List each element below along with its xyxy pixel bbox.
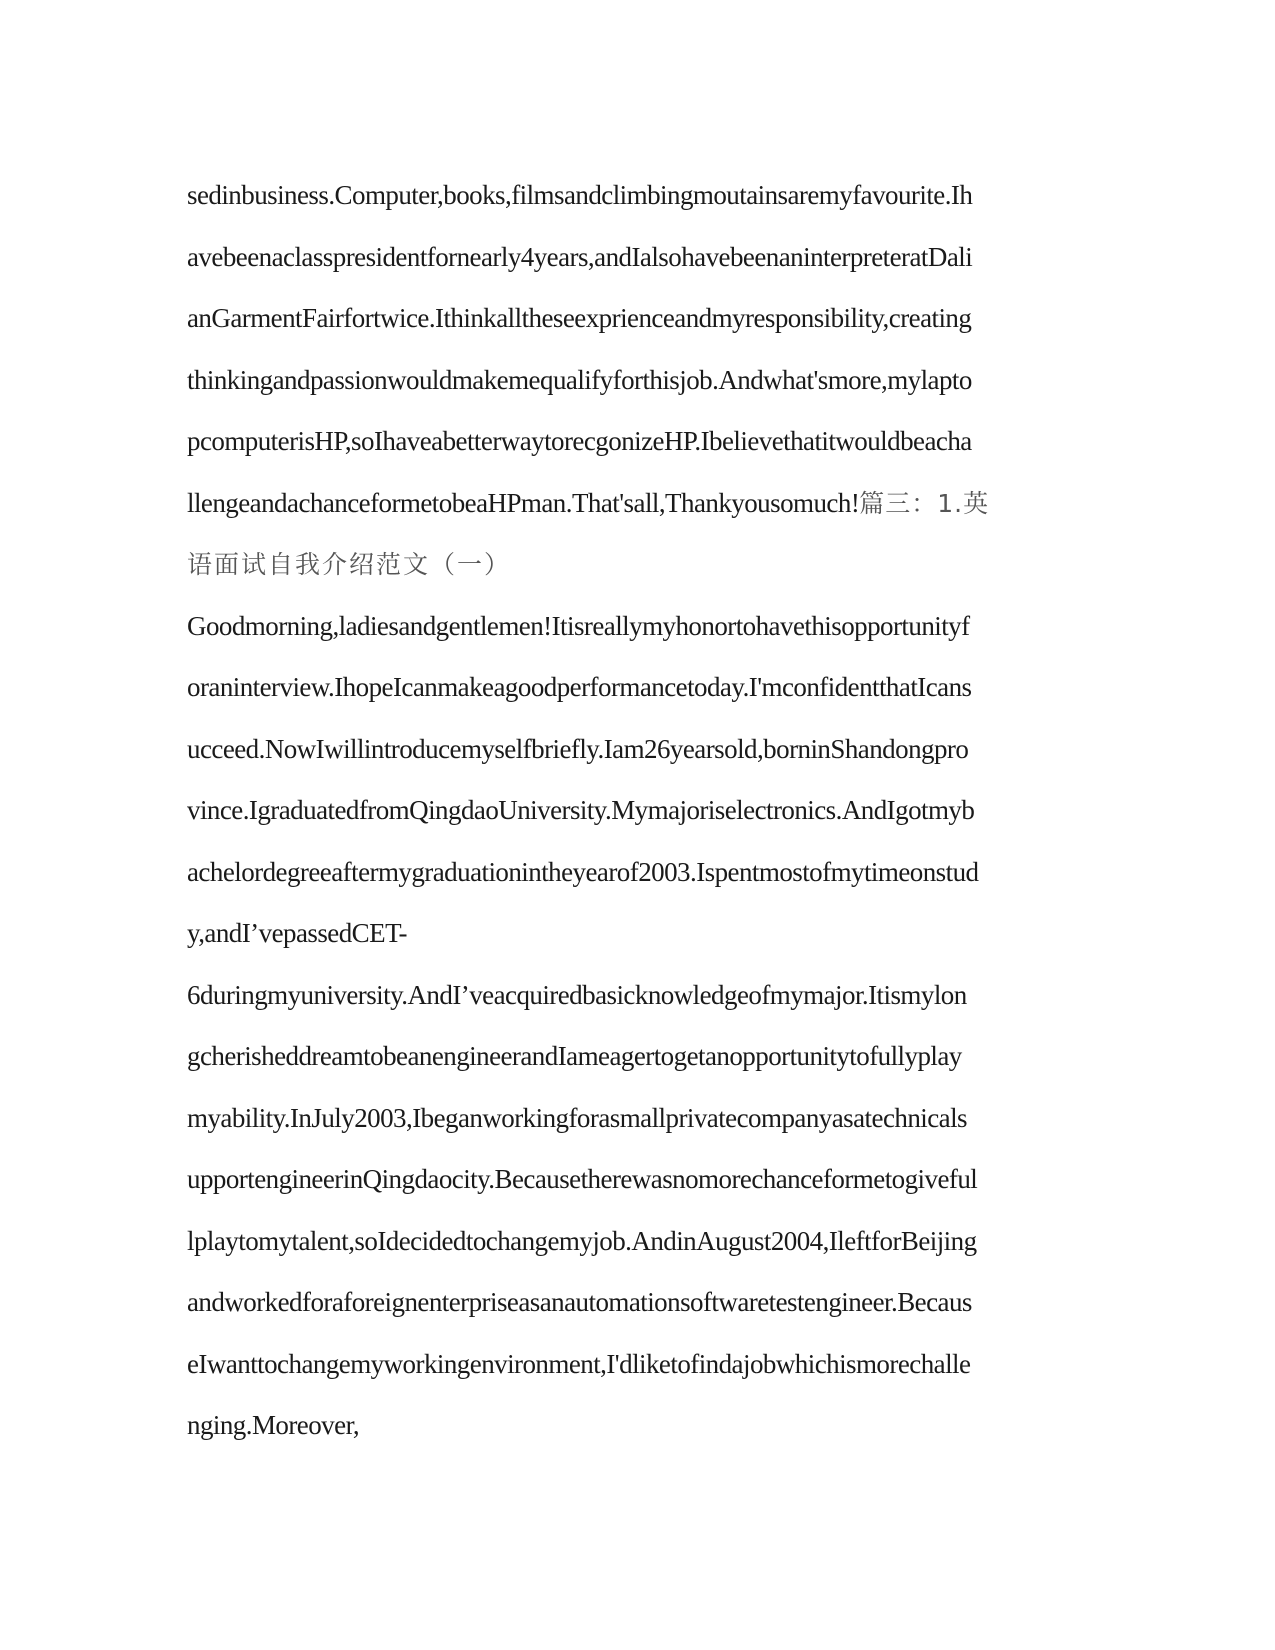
text-line: vince.IgraduatedfromQingdaoUniversity.Mymajoriselectronics.AndIgotmyb [187,795,975,825]
text-line: Goodmorning,ladiesandgentlemen!Itisreallymyhonortohavethisopportunityf [187,610,970,641]
text-line: gcherisheddreamtobeanengineerandIameagertogetanopportunitytofullyplay [187,1041,962,1071]
body-text [187,165,1087,1457]
text-line: upportengineerinQingdaocity.Becausetherewasnomorechanceformetogiveful [187,1164,978,1194]
text-line: pcomputerisHP,soIhaveabetterwaytorecgonizeHP.Ibelievethatitwouldbeacha [187,426,972,456]
text-line-latin: llengeandachanceformetobeaHPman.That'sall,Thankyousomuch! [187,487,860,518]
text-line: eIwanttochangemyworkingenvironment,I'dliketofindajobwhichismorechalle [187,1348,971,1379]
text-line: anGarmentFairfortwice.Ithinkalltheseexprienceandmyresponsibility,creating [187,303,972,333]
text-line: oraninterview.IhopeIcanmakeagoodperformancetoday.I'mconfidentthatIcans [187,672,972,702]
text-line: nging.Moreover, [187,1410,360,1440]
text-line: andworkedforaforeignenterpriseasanautomationsoftwaretestengineer.Becaus [187,1287,972,1317]
text-line: avebeenaclasspresidentfornearly4years,andIalsohavebeenaninterpreteratDali [187,241,973,272]
text-line-mixed [187,473,1087,535]
section-marker: 篇三：1.英 [859,488,990,518]
text-line: 6duringmyuniversity.AndI’veacquiredbasicknowledgeofmymajor.Itismylon [187,979,967,1010]
text-line: sedinbusiness.Computer,books,filmsandclimbingmoutainsaremyfavourite.Ih [187,180,973,210]
text-line: lplaytomytalent,soIdecidedtochangemyjob.AndinAugust2004,IleftforBeijing [187,1225,977,1256]
text-line: thinkingandpassionwouldmakemequalifyforthisjob.Andwhat'smore,mylapto [187,364,972,395]
text-line: achelordegreeaftermygraduationintheyearof2003.Ispentmostofmytimeonstud [187,856,979,887]
text-line: myability.InJuly2003,Ibeganworkingforasmallprivatecompanyasatechnicals [187,1102,968,1133]
section-heading: 语面试自我介绍范文（一） [187,550,512,579]
text-line: ucceed.NowIwillintroducemyselfbriefly.Iam26yearsold,borninShandongpro [187,733,969,764]
text-line: y,andI’vepassedCET- [187,918,407,948]
